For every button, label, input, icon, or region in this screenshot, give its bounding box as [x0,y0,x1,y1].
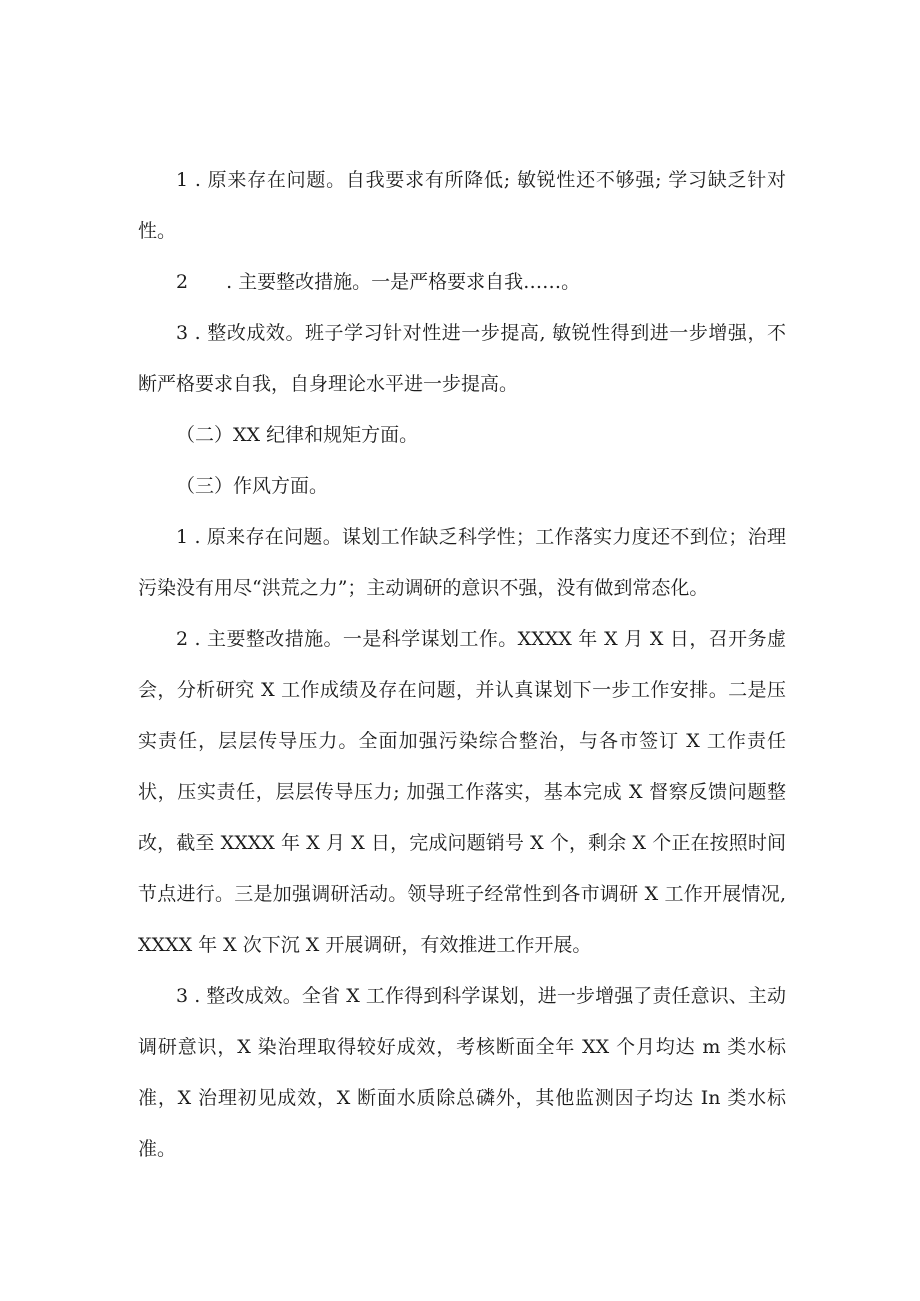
paragraph-1: 1 . 原来存在问题。自我要求有所降低; 敏锐性还不够强; 学习缺乏针对性。 [138,169,786,242]
paragraph-3: 3 . 整改成效。班子学习针对性进一步提高, 敏锐性得到进一步增强，不断严格要求自我，自身理论水平进一步提高。 [138,322,786,395]
paragraph-7: 2 . 主要整改措施。一是科学谋划工作。XXXX 年 X 月 X 日，召开务虚会，分析研究 X 工作成绩及存在问题，并认真谋划下一步工作安排。二是压实责任，层层传导压力。全面加强污染综合整治，与各市签订 X 工作责任状，压实责任，层层传导压力; 加强工作落实，基本完成 X 督察反馈问题整改，截至 XXXX 年 X 月 X 日，完成问题销号 X 个，剩余 X 个正在按照时间节点进行。三是加强调研活动。领导班子经常性到各市调研 X 工作开展情况, XXXX 年 X 次下沉 X 开展调研，有效推进工作开展。 [138,628,786,956]
document-body [138,155,786,1175]
section-heading-3: （三）作风方面。 [176,475,329,497]
paragraph-2: 2 . 主要整改措施。一是严格要求自我……。 [176,271,581,293]
paragraph-8: 3 . 整改成效。全省 X 工作得到科学谋划，进一步增强了责任意识、主动调研意识，X 染治理取得较好成效，考核断面全年 XX 个月均达 m 类水标准，X 治理初见成效，X 断面水质除总磷外，其他监测因子均达 In 类水标准。 [138,985,786,1160]
paragraph-6: 1 . 原来存在问题。谋划工作缺乏科学性；工作落实力度还不到位；治理污染没有用尽“洪荒之力”；主动调研的意识不强，没有做到常态化。 [138,526,786,599]
section-heading-2: （二）XX 纪律和规矩方面。 [176,424,419,446]
